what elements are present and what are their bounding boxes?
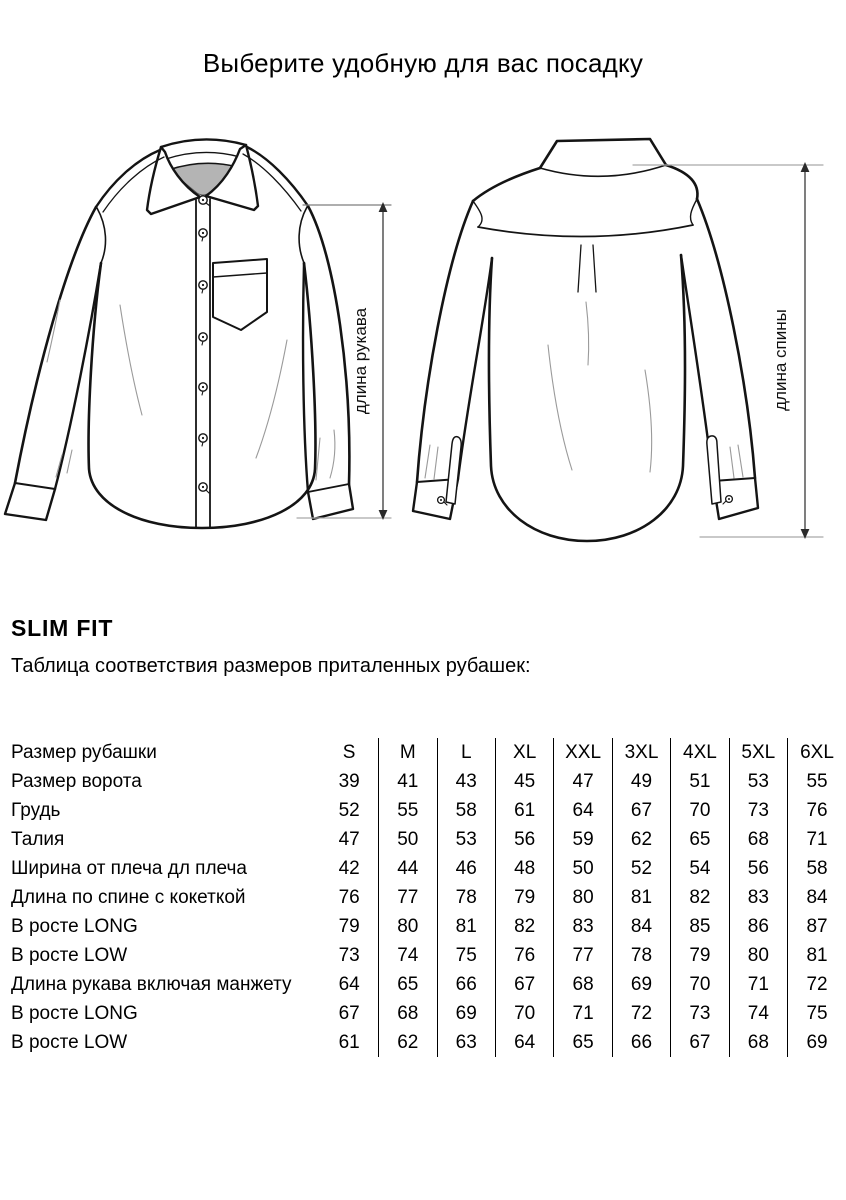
row-label: Талия	[11, 828, 65, 850]
size-value-cell: 70	[671, 796, 729, 825]
size-value-cell: 52	[612, 854, 670, 883]
size-value-cell: 52	[338, 799, 360, 821]
size-value-cell: 68	[379, 999, 437, 1028]
size-value-cell: 64	[495, 1028, 553, 1057]
row-label: В росте LOW	[11, 944, 128, 966]
size-value-cell: 56	[729, 854, 787, 883]
size-value-cell: 79	[671, 941, 729, 970]
size-value-cell: 55	[379, 796, 437, 825]
size-value-cell: 82	[495, 912, 553, 941]
size-value-cell: 67	[612, 796, 670, 825]
size-value-cell: 51	[671, 767, 729, 796]
size-value-cell: 68	[729, 825, 787, 854]
size-value-cell: 83	[554, 912, 612, 941]
size-value-cell: 72	[612, 999, 670, 1028]
size-value-cell: 3XL	[612, 738, 670, 767]
size-value-cell: 54	[671, 854, 729, 883]
back-length-dimension	[633, 162, 823, 539]
size-value-cell: 87	[788, 912, 846, 941]
size-value-cell: 48	[495, 854, 553, 883]
size-value-cell: 47	[338, 828, 360, 850]
size-value-cell: 80	[729, 941, 787, 970]
size-value-cell: 75	[437, 941, 495, 970]
size-value-cell: 71	[788, 825, 846, 854]
size-value-cell: 69	[437, 999, 495, 1028]
size-value-cell: 84	[612, 912, 670, 941]
table-subtitle: Таблица соответствия размеров приталенных рубашек:	[11, 655, 531, 677]
size-value-cell: 76	[338, 886, 360, 908]
row-label: Ширина от плеча дл плеча	[11, 857, 247, 879]
size-value-cell: XXL	[554, 738, 612, 767]
size-value-cell: 82	[671, 883, 729, 912]
size-value-cell: 68	[729, 1028, 787, 1057]
size-value-cell: 69	[612, 970, 670, 999]
table-row	[11, 767, 846, 796]
size-value-cell: 76	[495, 941, 553, 970]
size-value-cell: 65	[379, 970, 437, 999]
table-row	[11, 796, 846, 825]
size-value-cell: 50	[379, 825, 437, 854]
row-label: Размер рубашки	[11, 741, 157, 763]
size-value-cell: 66	[612, 1028, 670, 1057]
size-value-cell: 69	[788, 1028, 846, 1057]
page-title: Выберите удобную для вас посадку	[202, 48, 644, 78]
size-value-cell: 67	[671, 1028, 729, 1057]
size-value-cell: S	[342, 741, 356, 763]
size-value-cell: 80	[554, 883, 612, 912]
row-label: В росте LOW	[11, 1031, 128, 1053]
size-value-cell: 47	[554, 767, 612, 796]
size-value-cell: 45	[495, 767, 553, 796]
size-value-cell: 49	[612, 767, 670, 796]
size-table-body	[11, 738, 846, 1057]
size-value-cell: 75	[788, 999, 846, 1028]
size-value-cell: 79	[495, 883, 553, 912]
size-value-cell: 84	[788, 883, 846, 912]
size-value-cell: 78	[612, 941, 670, 970]
table-row	[11, 912, 846, 941]
size-value-cell: 63	[437, 1028, 495, 1057]
yoke-seam	[478, 225, 693, 237]
size-value-cell: 61	[338, 1031, 360, 1053]
size-value-cell: 67	[495, 970, 553, 999]
row-label: Длина рукава включая манжету	[11, 973, 292, 995]
buttons	[199, 196, 210, 493]
size-value-cell: 58	[437, 796, 495, 825]
table-row	[11, 883, 846, 912]
size-value-cell: 70	[495, 999, 553, 1028]
row-label: В росте LONG	[11, 1002, 138, 1024]
size-value-cell: 66	[437, 970, 495, 999]
size-value-cell: 50	[554, 854, 612, 883]
size-value-cell: 71	[554, 999, 612, 1028]
size-value-cell: 41	[379, 767, 437, 796]
size-value-cell: 85	[671, 912, 729, 941]
table-header-row	[11, 738, 846, 767]
size-value-cell: 81	[437, 912, 495, 941]
size-value-cell: 42	[338, 857, 360, 879]
size-value-cell: M	[379, 738, 437, 767]
chest-pocket	[213, 259, 267, 330]
size-value-cell: 71	[729, 970, 787, 999]
size-value-cell: 43	[437, 767, 495, 796]
back-shirt-drawing	[413, 139, 758, 541]
table-row	[11, 825, 846, 854]
size-value-cell: 83	[729, 883, 787, 912]
front-shirt-drawing	[5, 139, 353, 528]
table-row	[11, 854, 846, 883]
sleeve-length-label: длина рукава	[351, 307, 370, 415]
size-value-cell: 62	[379, 1028, 437, 1057]
table-row	[11, 999, 846, 1028]
size-value-cell: 73	[338, 944, 360, 966]
size-value-cell: 44	[379, 854, 437, 883]
front-right-cuff	[308, 484, 353, 519]
size-value-cell: 56	[495, 825, 553, 854]
size-value-cell: 4XL	[671, 738, 729, 767]
size-value-cell: XL	[495, 738, 553, 767]
size-value-cell: 79	[338, 915, 360, 937]
row-label: Грудь	[11, 799, 61, 821]
table-row	[11, 970, 846, 999]
size-value-cell: 58	[788, 854, 846, 883]
size-value-cell: 65	[554, 1028, 612, 1057]
row-label: В росте LONG	[11, 915, 138, 937]
size-value-cell: 64	[554, 796, 612, 825]
size-value-cell: 5XL	[729, 738, 787, 767]
size-value-cell: 59	[554, 825, 612, 854]
left-sleeve-placket	[446, 437, 461, 504]
row-label: Длина по спине с кокеткой	[11, 886, 246, 908]
size-value-cell: 53	[437, 825, 495, 854]
size-value-cell: 77	[554, 941, 612, 970]
size-value-cell: 67	[338, 1002, 360, 1024]
size-value-cell: 70	[671, 970, 729, 999]
back-collar	[540, 139, 666, 168]
size-value-cell: 65	[671, 825, 729, 854]
size-value-cell: 80	[379, 912, 437, 941]
size-value-cell: 76	[788, 796, 846, 825]
back-length-label: длина спины	[771, 309, 790, 411]
size-value-cell: 73	[671, 999, 729, 1028]
size-value-cell: 72	[788, 970, 846, 999]
table-row	[11, 941, 846, 970]
row-label: Размер ворота	[11, 770, 142, 792]
size-value-cell: 86	[729, 912, 787, 941]
size-value-cell: 64	[338, 973, 360, 995]
size-value-cell: 6XL	[788, 738, 846, 767]
size-value-cell: 81	[612, 883, 670, 912]
size-value-cell: 68	[554, 970, 612, 999]
size-value-cell: 81	[788, 941, 846, 970]
size-value-cell: 78	[437, 883, 495, 912]
size-value-cell: 46	[437, 854, 495, 883]
size-table	[11, 738, 846, 1057]
size-value-cell: 74	[729, 999, 787, 1028]
size-value-cell: 55	[788, 767, 846, 796]
size-value-cell: 74	[379, 941, 437, 970]
size-value-cell: 61	[495, 796, 553, 825]
size-value-cell: 39	[338, 770, 360, 792]
right-sleeve-placket	[707, 436, 721, 504]
table-row	[11, 1028, 846, 1057]
size-value-cell: 77	[379, 883, 437, 912]
size-value-cell: 53	[729, 767, 787, 796]
fit-heading: SLIM FIT	[11, 615, 114, 641]
size-value-cell: 62	[612, 825, 670, 854]
size-value-cell: 73	[729, 796, 787, 825]
size-value-cell: L	[437, 738, 495, 767]
